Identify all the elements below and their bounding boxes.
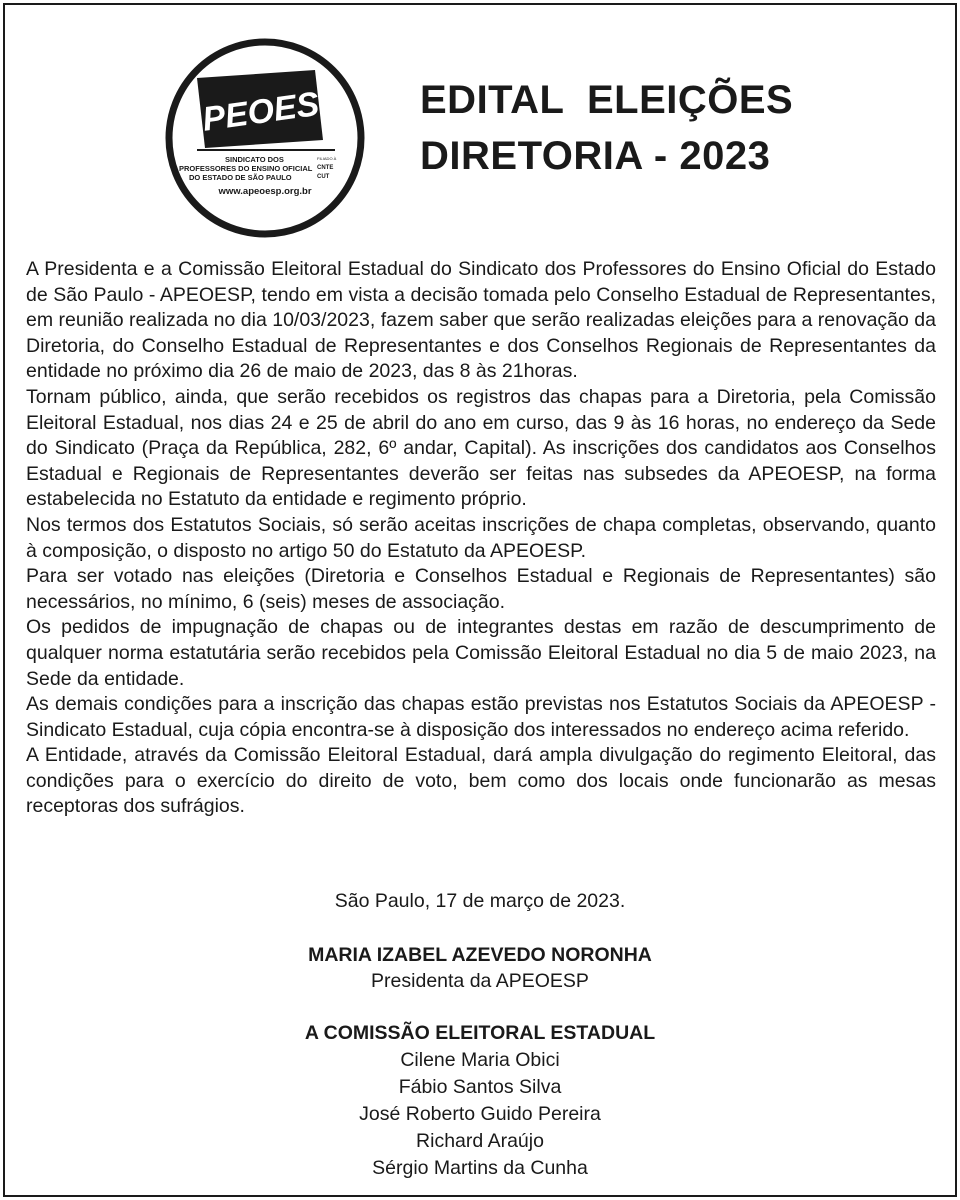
signatory-block [0,942,960,994]
closing-section [0,888,960,1182]
paragraph: Para ser votado nas eleições (Diretoria e Conselhos Estadual e Regionais de Representantes) são necessários, no mínimo, 6 (seis) meses de associação. [26,565,936,613]
notice-body [26,257,936,820]
signatory-role: Presidenta da APEOESP [371,970,589,992]
logo-line2: PROFESSORES DO ENSINO OFICIAL [179,164,313,173]
logo-line3: DO ESTADO DE SÃO PAULO [189,173,292,182]
paragraph: Os pedidos de impugnação de chapas ou de integrantes destas em razão de descumprimento de qualquer norma estatutária serão recebidos pela Comissão Eleitoral Estadual no dia 5 de maio 2023, na Sede da entidade. [26,616,936,690]
paragraph: As demais condições para a inscrição das chapas estão previstas nos Estatutos Sociais da APEOESP - Sindicato Estadual, cuja cópia encontra-se à disposição dos interessados no endereço acima referido. [26,693,936,741]
paragraph: Nos termos dos Estatutos Sociais, só serão aceitas inscrições de chapa completas, observando, quanto à composição, o disposto no artigo 50 do Estatuto da APEOESP. [26,513,936,562]
commission-member: Richard Araújo [416,1130,544,1152]
logo-affiliation-cut: CUT [317,174,330,180]
paragraph: A Entidade, através da Comissão Eleitoral Estadual, dará ampla divulgação do regimento Eleitoral, das condições para o exercício do direito de voto, bem como dos locais onde funcionarão as mesas receptoras dos sufrágios. [26,744,936,818]
commission-member: José Roberto Guido Pereira [359,1103,601,1125]
title-line-2: DIRETORIA - 2023 [420,134,771,178]
notice-title [420,72,793,184]
commission-member: Fábio Santos Silva [398,1076,562,1098]
logo-line1: SINDICATO DOS [225,155,284,164]
title-line-1: EDITAL ELEIÇÕES [420,78,794,122]
signatory-name: MARIA IZABEL AZEVEDO NORONHA [308,944,652,966]
logo-affiliation-label: FILIADO À [317,156,337,161]
commission-heading: A COMISSÃO ELEITORAL ESTADUAL [304,1022,656,1044]
apeoesp-logo [165,38,365,238]
logo-brand: APEOESP [175,81,344,143]
logo-affiliation-cnte: CNTE [317,165,334,171]
paragraph: A Presidenta e a Comissão Eleitoral Estadual do Sindicato dos Professores do Ensino Oficial do Estado de São Paulo - APEOESP, tendo em vista a decisão tomada pelo Conselho Estadual de Representantes, em reunião realizada no dia 10/03/2023, fazem saber que serão realizadas eleições para a renovação da Diretoria, do Conselho Estadual de Representantes e dos Conselhos Regionais de Representantes da entidade no próximo dia 26 de maio de 2023, das 8 às 21horas. [26,258,936,383]
logo-website: www.apeoesp.org.br [218,186,312,197]
date-line: São Paulo, 17 de março de 2023. [334,890,626,912]
commission-member: Cilene Maria Obici [400,1049,560,1071]
commission-block [0,1020,960,1182]
paragraph: Tornam público, ainda, que serão recebidos os registros das chapas para a Diretoria, pela Comissão Eleitoral Estadual, nos dias 24 e 25 de abril do ano em curso, das 9 às 16 horas, no endereço da Sede do Sindicato (Praça da República, 282, 6º andar, Capital). As inscrições dos candidatos aos Conselhos Estadual e Regionais de Representantes deverão ser feitas nas subsedes da APEOESP, na forma estabelecida no Estatuto da entidade e regimento próprio. [26,385,936,511]
commission-member: Sérgio Martins da Cunha [372,1157,588,1179]
